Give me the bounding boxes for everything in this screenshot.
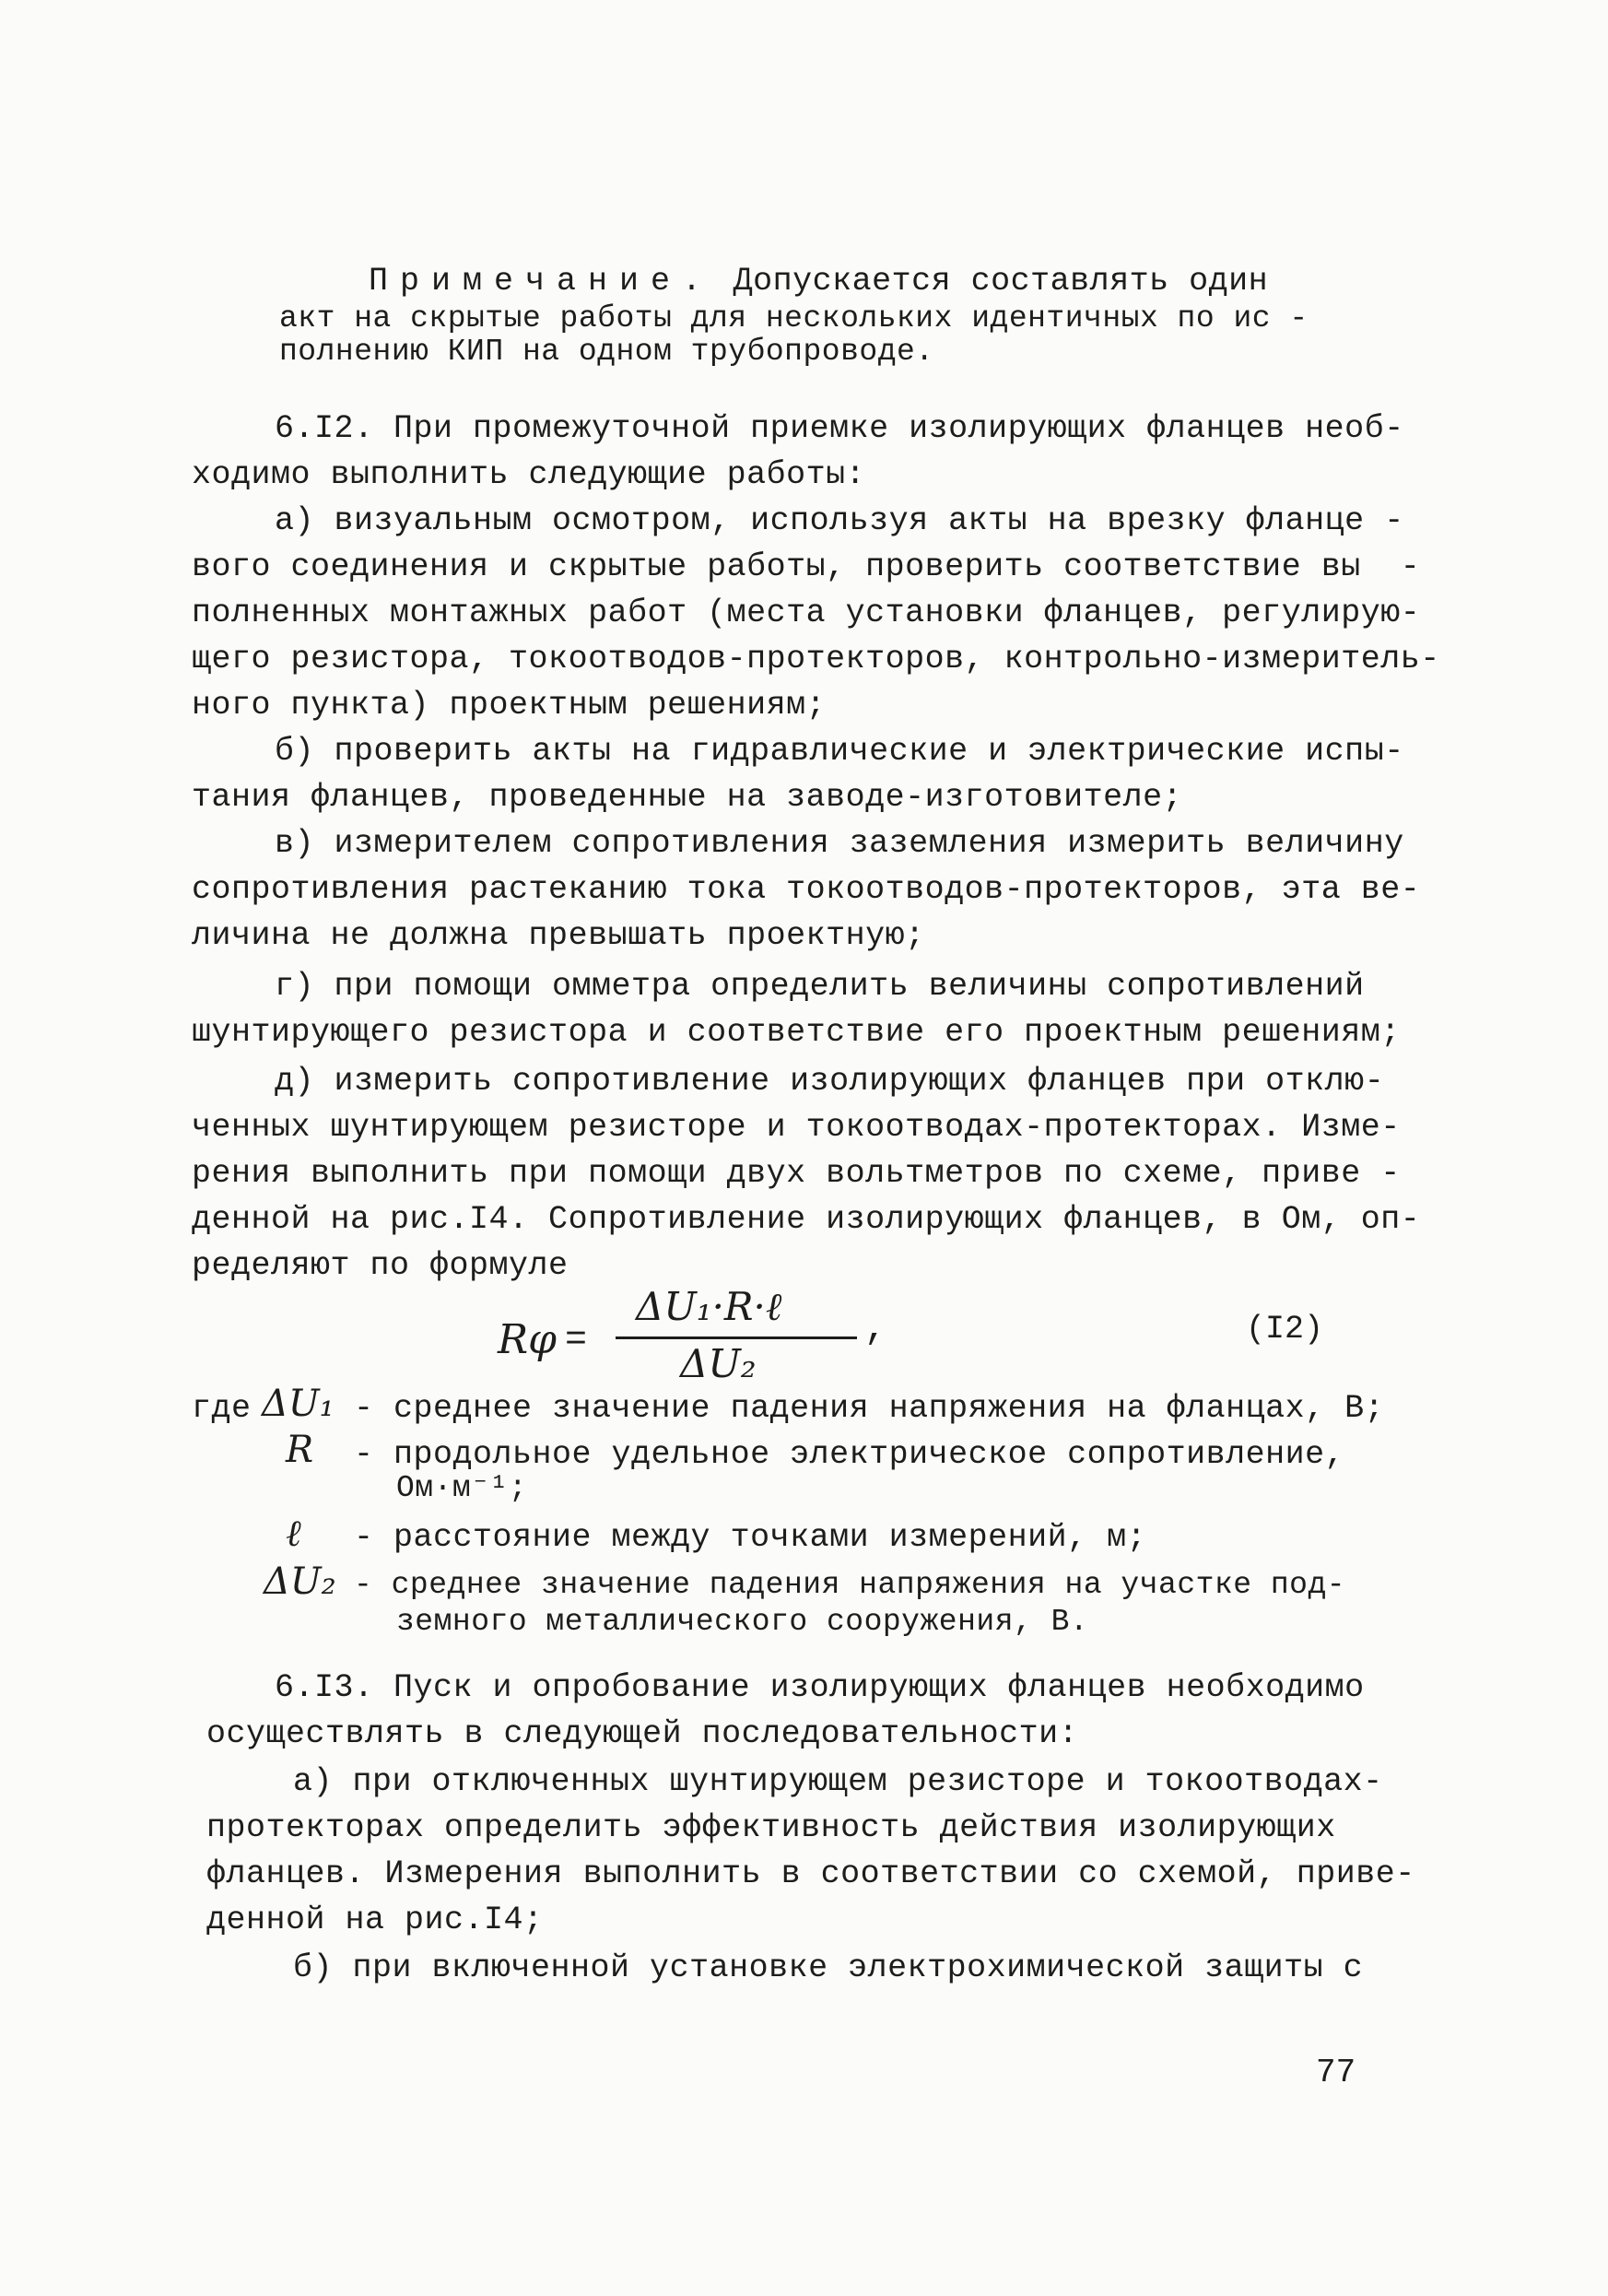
note-line-1-rest: Допускается составлять один <box>733 263 1269 300</box>
s612-line: б) проверить акты на гидравлические и электрические испы- <box>275 733 1404 770</box>
s612-line: 6.I2. При промежуточной приемке изолирующих фланцев необ- <box>275 410 1404 447</box>
def-text: - среднее значение падения напряжения на участке под- <box>354 1568 1346 1602</box>
def-symbol: ΔU₂ <box>264 1560 336 1603</box>
where-label: где <box>192 1390 252 1427</box>
s612-line: ного пункта) проектным решениям; <box>192 687 827 724</box>
s612-line: шунтирующего резистора и соответствие его проектным решениям; <box>192 1014 1401 1051</box>
page-number: 77 <box>1316 2054 1356 2091</box>
formula-number: (I2) <box>1246 1311 1324 1348</box>
def-text-cont: земного металлического сооружения, В. <box>396 1605 1089 1639</box>
s612-line: г) при помощи омметра определить величины сопротивлений <box>275 968 1365 1005</box>
def-symbol: ℓ <box>286 1513 301 1555</box>
s613-line: фланцев. Измерения выполнить в соответствии со схемой, приве- <box>206 1855 1415 1892</box>
s613-line: 6.I3. Пуск и опробование изолирующих фланцев необходимо <box>275 1669 1365 1706</box>
note-line-2: акт на скрытые работы для нескольких идентичных по ис - <box>279 301 1309 336</box>
s612-line: а) визуальным осмотром, используя акты на врезку фланце - <box>275 502 1404 539</box>
s612-line: денной на рис.I4. Сопротивление изолирующих фланцев, в Ом, оп- <box>192 1201 1421 1238</box>
s612-line: щего резистора, токоотводов-протекторов, контрольно-измеритель- <box>192 641 1440 677</box>
def-text-cont: Ом·м⁻¹; <box>396 1471 528 1505</box>
def-symbol: ΔU₁ <box>262 1383 335 1425</box>
s613-line: денной на рис.I4; <box>206 1902 544 1938</box>
s613-line: протекторах определить эффективность действия изолирующих <box>206 1809 1336 1846</box>
s612-line: ределяют по формуле <box>192 1247 569 1284</box>
fraction-bar <box>616 1336 857 1339</box>
formula-lhs: Rφ <box>498 1316 557 1363</box>
s612-line: вого соединения и скрытые работы, проверить соответствие вы - <box>192 548 1421 585</box>
s612-line: сопротивления растеканию тока токоотводов-протекторов, эта ве- <box>192 871 1421 908</box>
note-word: Примечание. <box>369 263 714 300</box>
formula-comma: , <box>864 1309 887 1350</box>
def-text: - среднее значение падения напряжения на фланцах, В; <box>354 1390 1385 1427</box>
s612-line: тания фланцев, проведенные на заводе-изготовителе; <box>192 779 1183 816</box>
s612-line: д) измерить сопротивление изолирующих фланцев при отклю- <box>275 1063 1385 1100</box>
s612-line: ченных шунтирующем резисторе и токоотводах-протекторах. Изме- <box>192 1109 1401 1146</box>
s612-line: рения выполнить при помощи двух вольтметров по схеме, приве - <box>192 1155 1401 1192</box>
s612-line: ходимо выполнить следующие работы: <box>192 456 866 493</box>
s613-line: б) при включенной установке электрохимической защиты с <box>293 1949 1364 1986</box>
def-text: - расстояние между точками измерений, м; <box>354 1519 1147 1556</box>
formula-equals: = <box>565 1320 588 1361</box>
formula-denominator: ΔU₂ <box>680 1341 757 1386</box>
s612-line: в) измерителем сопротивления заземления измерить величину <box>275 825 1404 862</box>
s613-line: а) при отключенных шунтирующем резисторе и токоотводах- <box>293 1763 1383 1800</box>
note-line-1 <box>369 260 1268 302</box>
note-line-3: полнению КИП на одном трубопроводе. <box>279 335 934 369</box>
s612-line: полненных монтажных работ (места установки фланцев, регулирую- <box>192 595 1421 631</box>
s612-line: личина не должна превышать проектную; <box>192 917 925 954</box>
def-symbol: R <box>286 1429 314 1471</box>
formula-numerator: ΔU₁·R·ℓ <box>636 1284 782 1329</box>
def-text: - продольное удельное электрическое сопротивление, <box>354 1436 1345 1473</box>
s613-line: осуществлять в следующей последовательности: <box>206 1715 1079 1752</box>
